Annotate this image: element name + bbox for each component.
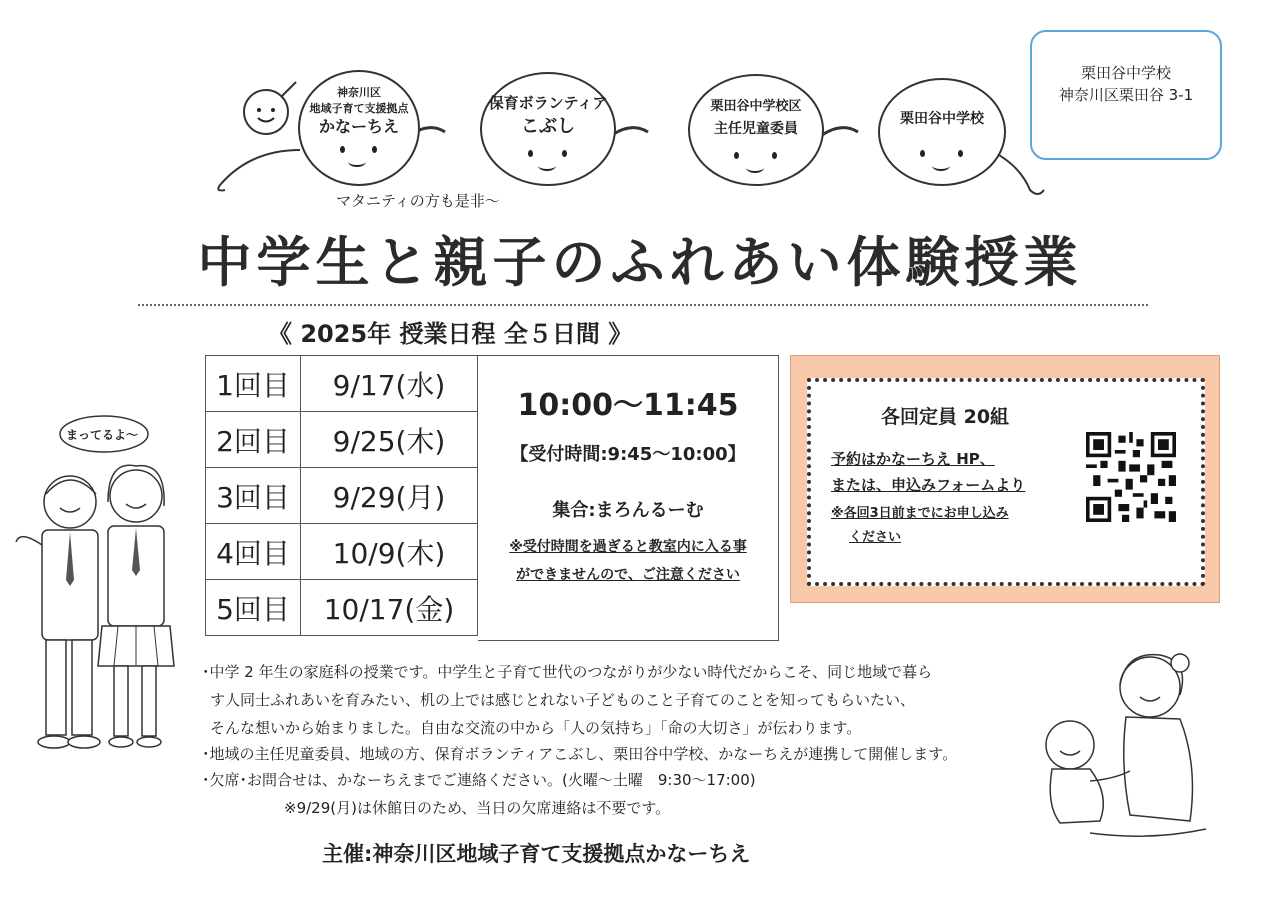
contact-note: ･欠席･お問合せは、かなーちえまでご連絡ください。(火曜～土曜 9:30～17:00) [202, 771, 756, 789]
reception-time: 【受付時間:9:45～10:00】 [510, 444, 746, 465]
session-date: 9/25(木) [301, 412, 478, 468]
deadline-text: ください [849, 530, 902, 545]
schedule-table [205, 355, 478, 636]
session-date: 10/9(木) [301, 524, 478, 580]
table-row [206, 468, 478, 524]
character-label: こぶし [521, 116, 575, 137]
session-date: 9/29(月) [301, 468, 478, 524]
character-label: 神奈川区 [337, 86, 381, 99]
session-time: 10:00～11:45 [517, 388, 739, 423]
character-kanachie [298, 70, 420, 186]
meeting-place: 集合:まろんるーむ [552, 500, 704, 521]
character-label: 保育ボランティア [488, 94, 608, 112]
session-number: 5回目 [206, 580, 301, 636]
character-school [878, 78, 1006, 186]
character-committee [688, 74, 824, 186]
reserve-text: 予約はかなーちえ HP、 [831, 450, 995, 468]
session-number: 1回目 [206, 356, 301, 412]
character-label: 栗田谷中学校区 [710, 99, 802, 114]
qr-code-image[interactable] [1086, 432, 1176, 522]
table-row [206, 580, 478, 636]
closed-day-note: ※9/29(月)は休館日のため、当日の欠席連絡は不要です。 [284, 799, 671, 817]
school-address: 神奈川区栗田谷 3-1 [1058, 86, 1194, 104]
speech-bubble-text: まってるよ～ [66, 428, 139, 442]
description-line: す人同士ふれあいを育みたい、机の上では感じとれない子どものこと子育てのことを知ってもらいたい、 [210, 691, 916, 709]
page-title: 中学生と親子のふれあい体験授業 [197, 231, 1083, 294]
dotted-divider [138, 290, 1148, 306]
session-date: 9/17(水) [301, 356, 478, 412]
character-label: 主任児童委員 [714, 121, 798, 137]
session-number: 3回目 [206, 468, 301, 524]
schedule-details [478, 355, 779, 641]
capacity: 各回定員 20組 [881, 406, 1010, 428]
character-label: かなーちえ [318, 117, 399, 136]
late-notice: ※受付時間を過ぎると教室内に入る事 [509, 539, 747, 555]
collaboration-note: ･地域の主任児童委員、地域の方、保育ボランティアこぶし、栗田谷中学校、かなーちえが連携して開催します。 [202, 745, 958, 763]
character-kobushi [480, 72, 616, 186]
organizer: 主催:神奈川区地域子育て支援拠点かなーちえ [322, 842, 751, 866]
reserve-text: または、申込みフォームより [831, 476, 1026, 494]
table-row [206, 356, 478, 412]
schedule-heading: 《 2025年 授業日程 全５日間 》 [268, 320, 633, 348]
students-illustration [8, 410, 208, 760]
school-name: 栗田谷中学校 [1080, 64, 1171, 82]
session-number: 2回目 [206, 412, 301, 468]
session-date: 10/17(金) [301, 580, 478, 636]
description-line: そんな想いから始まりました。自由な交流の中から「人の気持ち」「命の大切さ」が伝わります。 [210, 719, 862, 737]
table-row [206, 524, 478, 580]
subtitle: マタニティの方も是非～ [336, 192, 500, 210]
description-line: ･中学 2 年生の家庭科の授業です。中学生と子育て世代のつながりが少ない時代だからこそ、同じ地域で暮ら [202, 663, 933, 681]
late-notice: ができませんので、ご注意ください [516, 567, 740, 583]
character-label: 栗田谷中学校 [900, 111, 984, 127]
school-address-callout [1030, 30, 1222, 160]
character-label: 地域子育て支援拠点 [309, 102, 409, 115]
table-row [206, 412, 478, 468]
deadline-text: ※各回3日前までにお申し込み [831, 506, 1009, 521]
mother-child-illustration [1030, 645, 1210, 855]
session-number: 4回目 [206, 524, 301, 580]
